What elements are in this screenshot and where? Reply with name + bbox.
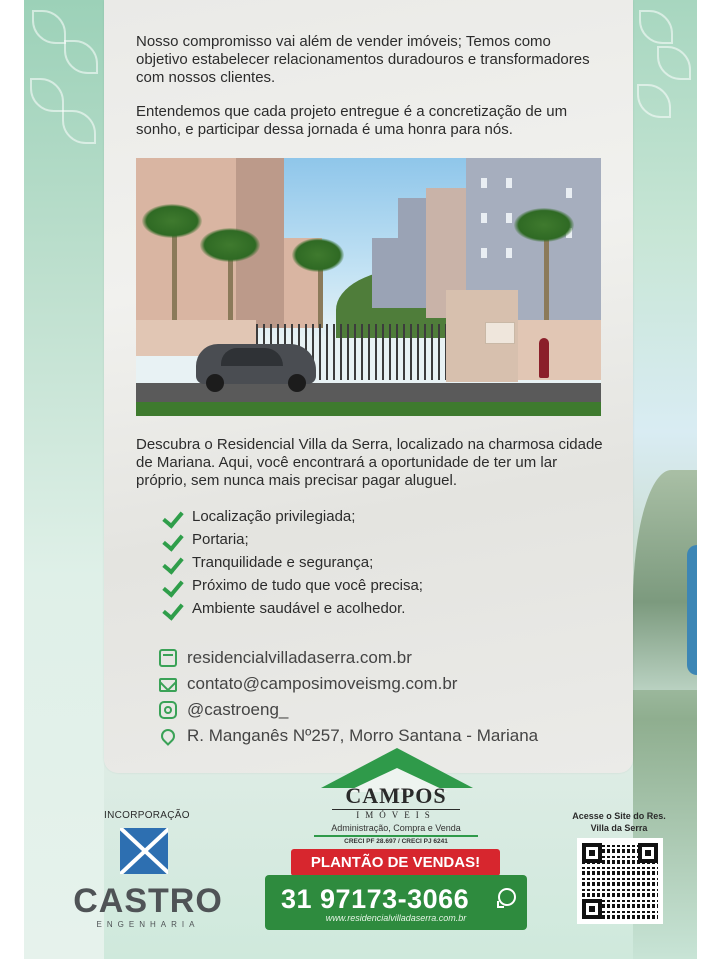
feature-item: [164, 597, 423, 620]
qr-label: Acesse o Site do Res. Villa da Serra: [572, 811, 666, 833]
contact-address: [159, 723, 538, 749]
feature-item: [164, 551, 423, 574]
contact-email[interactable]: [159, 671, 538, 697]
feature-item: [164, 505, 423, 528]
castro-brand-name: CASTRO: [73, 882, 223, 920]
description-paragraph: Descubra o Residencial Villa da Serra, localizado na charmosa cidade de Mariana. Aqui, você encontrará a oportunidade de ter um lar próprio, sem nunca mais precisar pagar aluguel.: [136, 436, 603, 489]
campos-description: Administração, Compra e Venda: [314, 823, 478, 837]
leaf-decoration: [64, 40, 98, 74]
leaf-decoration: [32, 10, 66, 44]
palm-trunk: [544, 228, 549, 328]
intro-paragraph-1: Nosso compromisso vai além de vender imóveis; Temos como objetivo estabelecer relacionamentos duradouros e transformadores com nossos clientes.: [136, 33, 590, 86]
feature-text: Ambiente saudável e acolhedor.: [192, 600, 406, 617]
mail-icon: [159, 678, 177, 692]
check-icon: [164, 553, 186, 573]
palm-tree: [514, 208, 574, 242]
instagram-icon: [159, 701, 177, 719]
campos-creci: CRECI PF 28.697 / CRECI PJ 6241: [344, 838, 448, 845]
villa-da-serra-emblem: [485, 322, 515, 344]
person-figure: [539, 338, 549, 378]
window: [506, 213, 512, 223]
window: [481, 178, 487, 188]
phone-box-url[interactable]: www.residencialvilladaserra.com.br: [325, 913, 467, 923]
left-decorative-strip: [24, 0, 104, 959]
leaf-decoration: [62, 110, 96, 144]
feature-text: Tranquilidade e segurança;: [192, 554, 374, 571]
flyer-page: [24, 0, 697, 959]
location-pin-icon: [158, 726, 178, 746]
window: [566, 188, 572, 198]
contact-instagram[interactable]: [159, 697, 538, 723]
address-text: R. Manganês Nº257, Morro Santana - Mariana: [187, 726, 539, 745]
incorporacao-label: INCORPORAÇÃO: [104, 810, 190, 821]
contact-list: [159, 645, 538, 749]
car-wheel: [206, 374, 224, 392]
feature-text: Portaria;: [192, 531, 249, 548]
window: [506, 178, 512, 188]
palm-tree: [292, 238, 344, 272]
perimeter-wall: [516, 320, 601, 380]
campos-logo: [322, 783, 470, 825]
leaf-decoration: [657, 46, 691, 80]
leaf-decoration: [30, 78, 64, 112]
feature-text: Próximo de tudo que você precisa;: [192, 577, 423, 594]
leaf-decoration: [639, 10, 673, 44]
qr-finder: [582, 899, 602, 919]
campos-brand-name: CAMPOS: [345, 783, 447, 808]
palm-tree: [200, 228, 260, 262]
leaf-decoration: [637, 84, 671, 118]
whatsapp-icon[interactable]: [498, 888, 516, 906]
car-roof: [221, 348, 283, 366]
window: [506, 248, 512, 258]
qr-finder: [638, 843, 658, 863]
campos-brand-sub: IMÓVEIS: [332, 809, 460, 820]
qr-pattern: [582, 843, 658, 919]
intro-paragraph-2: Entendemos que cada projeto entregue é a concretização de um sonho, e participar dessa jornada é uma honra para nós.: [136, 103, 568, 138]
window: [481, 213, 487, 223]
phone-number[interactable]: 31 97173-3066: [281, 884, 470, 914]
instagram-handle[interactable]: @castroeng_: [187, 700, 289, 719]
web-icon: [159, 649, 177, 667]
feature-text: Localização privilegiada;: [192, 508, 356, 525]
contact-website[interactable]: [159, 645, 538, 671]
check-icon: [164, 507, 186, 527]
qr-code[interactable]: [577, 838, 663, 924]
palm-tree: [142, 204, 202, 238]
window: [481, 248, 487, 258]
check-icon: [164, 530, 186, 550]
check-icon: [164, 599, 186, 619]
email-link[interactable]: contato@camposimoveismg.com.br: [187, 674, 458, 693]
features-list: [164, 505, 423, 620]
car-wheel: [288, 374, 306, 392]
plantao-banner: PLANTÃO DE VENDAS!: [291, 849, 500, 876]
feature-item: [164, 574, 423, 597]
condominium-render-image: [136, 158, 601, 416]
blue-shape-decoration: [687, 545, 697, 675]
building-far: [398, 198, 428, 308]
qr-finder: [582, 843, 602, 863]
castro-logo-icon: [120, 828, 168, 874]
check-icon: [164, 576, 186, 596]
feature-item: [164, 528, 423, 551]
content-card: [104, 0, 633, 773]
website-link[interactable]: residencialvilladaserra.com.br: [187, 648, 412, 667]
grass-strip: [136, 402, 601, 416]
castro-brand-sub: ENGENHARIA: [96, 920, 200, 929]
